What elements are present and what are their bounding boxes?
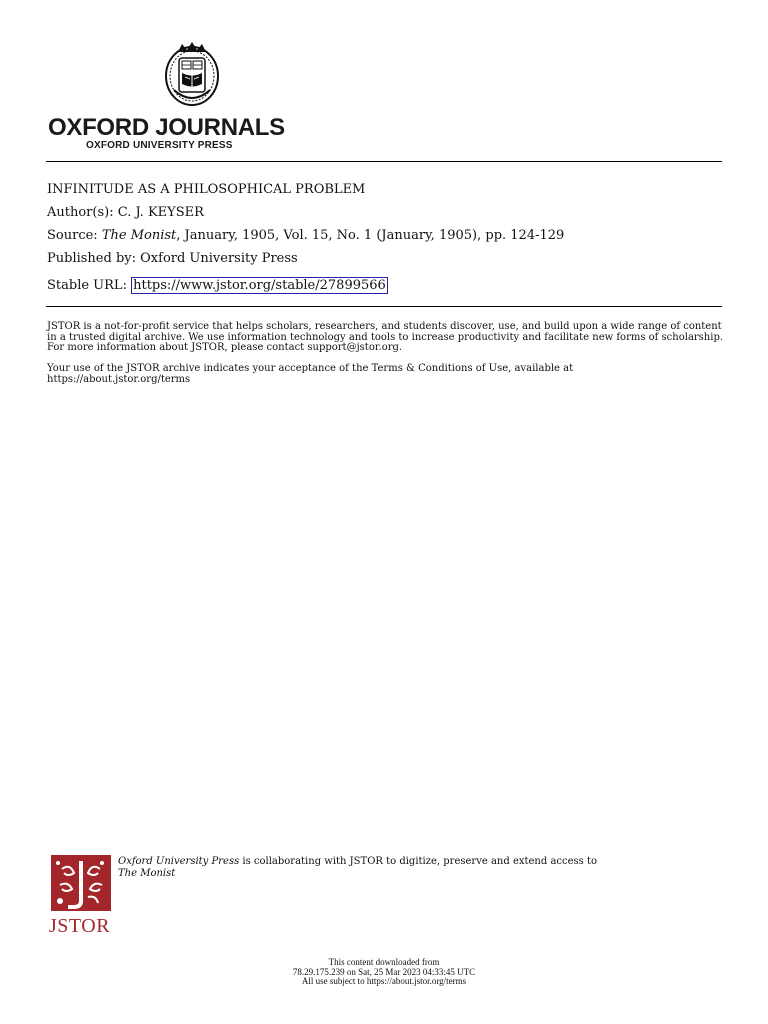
- source-line: [47, 228, 564, 244]
- terms-notice: [47, 364, 727, 385]
- jstor-about-notice: JSTOR is a not-for-profit service that helps scholars, researchers, and students discover, use, and build upon a wide range of content in a trusted digital archive. We use information technology and tools to increase productivity and facilitate new forms of scholarship. For more information about JSTOR, please contact support@jstor.org.: [47, 321, 724, 353]
- stable-url-label: Stable URL:: [47, 278, 127, 293]
- publisher-logo: [48, 40, 348, 155]
- terms-text: Your use of the JSTOR archive indicates your acceptance of the Terms & Conditions of Use, available at: [47, 363, 574, 374]
- terms-link[interactable]: https://about.jstor.org/terms: [47, 373, 191, 385]
- publisher-line: [47, 251, 298, 267]
- jstor-logo-text: JSTOR: [49, 915, 111, 937]
- middle-divider: [46, 306, 722, 307]
- published-label: Published by:: [47, 251, 136, 266]
- footer-line-1: This content downloaded from: [328, 957, 440, 967]
- publisher-logo-title: OXFORD JOURNALS: [48, 114, 285, 141]
- collab-publisher: Oxford University Press: [118, 856, 240, 867]
- stable-url-link[interactable]: https://www.jstor.org/stable/27899566: [133, 278, 386, 293]
- download-footer: [0, 958, 768, 987]
- stable-url-line: [47, 278, 388, 294]
- author-line: [47, 205, 204, 221]
- publisher-name: Oxford University Press: [140, 251, 298, 266]
- source-journal: The Monist: [101, 228, 177, 243]
- author-label: Author(s):: [47, 205, 114, 220]
- collab-text: is collaborating with JSTOR to digitize, preserve and extend access to: [239, 856, 598, 867]
- collab-journal: The Monist: [118, 867, 176, 879]
- oxford-crest-icon: [160, 40, 224, 108]
- jstor-logo: [48, 855, 114, 937]
- article-title: INFINITUDE AS A PHILOSOPHICAL PROBLEM: [47, 182, 366, 197]
- source-details: , January, 1905, Vol. 15, No. 1 (January, 1905), pp. 124-129: [176, 228, 565, 243]
- collaboration-statement: [118, 856, 728, 879]
- footer-line-2: 78.29.175.239 on Sat, 25 Mar 2023 04:33:45 UTC: [292, 966, 476, 977]
- publisher-logo-subtitle: OXFORD UNIVERSITY PRESS: [86, 140, 233, 151]
- source-label: Source:: [47, 228, 98, 243]
- top-divider: [46, 161, 722, 162]
- author-name: C. J. KEYSER: [117, 205, 204, 220]
- footer-line-3: All use subject to https://about.jstor.org/terms: [301, 976, 467, 986]
